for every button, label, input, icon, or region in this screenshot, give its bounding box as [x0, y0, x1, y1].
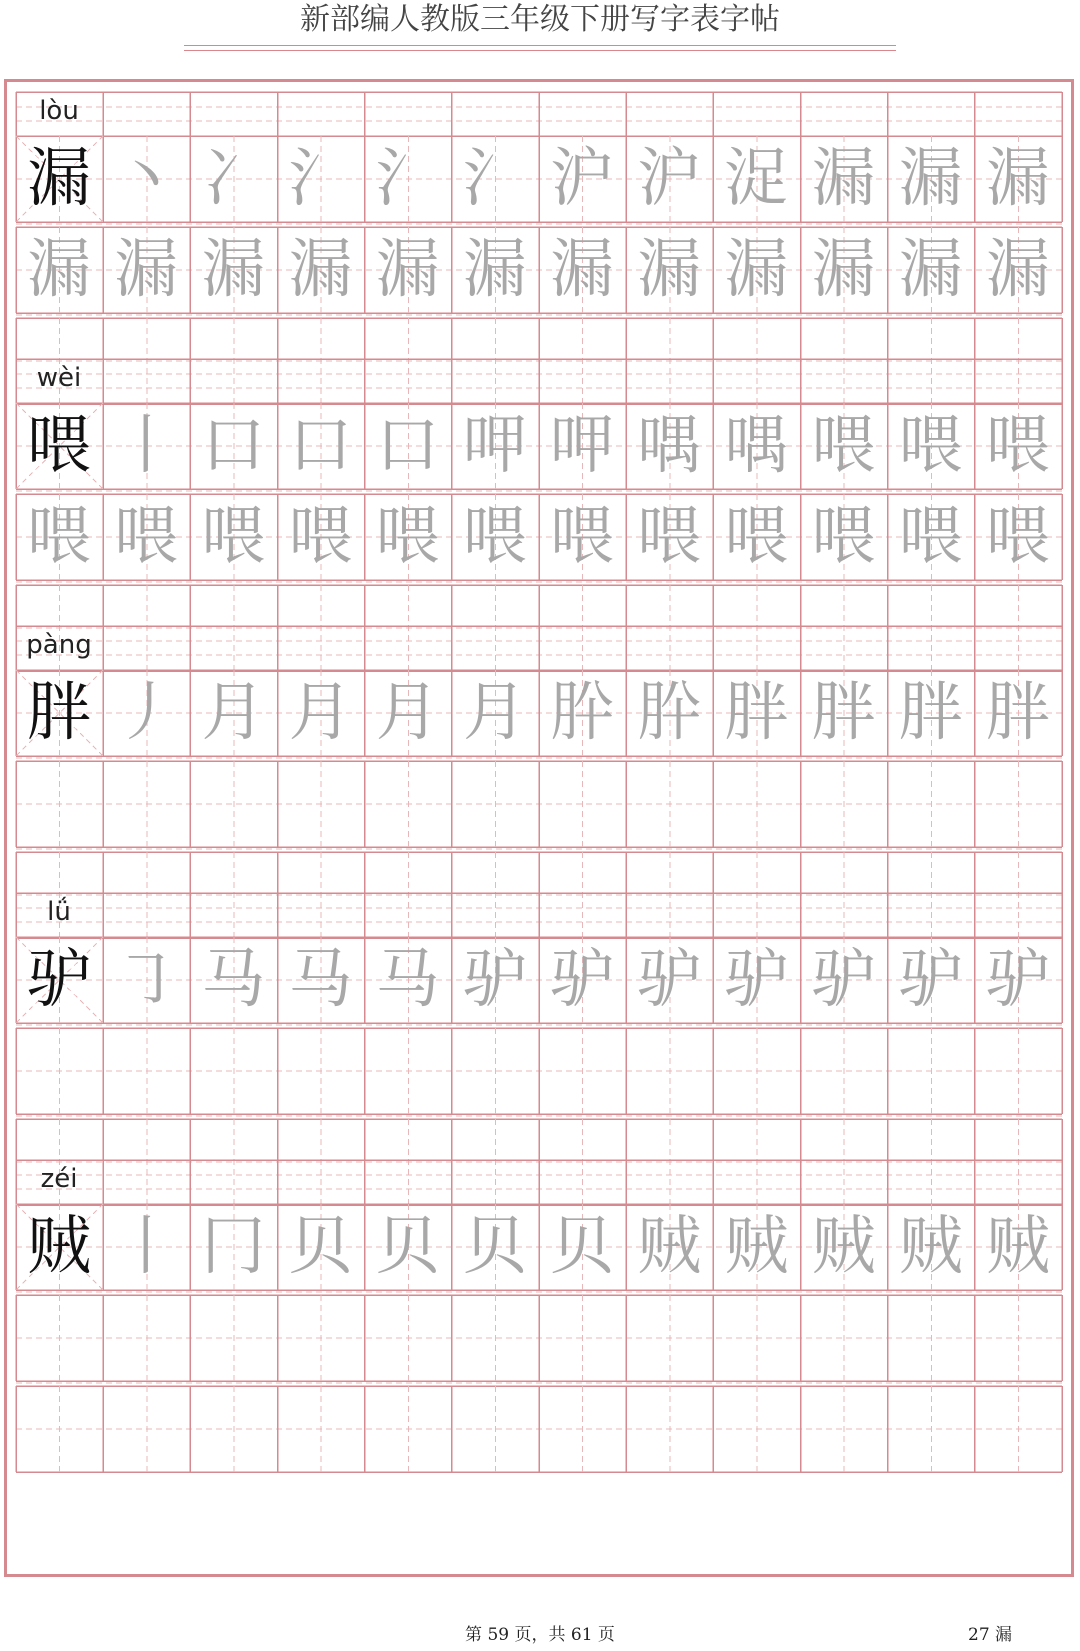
stroke-order-step: 漏 [811, 142, 876, 216]
trace-character: 喂 [985, 500, 1050, 574]
pinyin-label: lǘ [47, 897, 71, 927]
model-character: 漏 [27, 142, 91, 216]
trace-character: 漏 [462, 233, 527, 307]
page-corner-label: 27 漏 [968, 1625, 1013, 1645]
stroke-order-step: 驴 [985, 943, 1050, 1017]
stroke-order-step: 喂 [811, 409, 876, 483]
stroke-order-step: 喁 [637, 409, 702, 483]
stroke-order-step: 沪 [637, 142, 702, 216]
trace-character: 漏 [724, 233, 789, 307]
stroke-order-step: 冂 [201, 1210, 266, 1284]
stroke-order-step: 马 [288, 943, 353, 1017]
stroke-order-step: 口 [375, 409, 440, 483]
trace-character: 喂 [114, 500, 179, 574]
trace-character: 漏 [27, 233, 91, 307]
trace-character: 漏 [985, 233, 1050, 307]
page-number: 第 59 页，共 61 页 [465, 1625, 615, 1645]
trace-character: 喂 [724, 500, 789, 574]
stroke-order-step: 丶 [114, 142, 179, 216]
model-character: 驴 [27, 943, 91, 1017]
stroke-order-step: 驴 [550, 943, 614, 1017]
stroke-order-step: 丨 [114, 409, 179, 483]
stroke-order-step: 丿 [114, 676, 179, 750]
stroke-order-step: 贼 [985, 1210, 1050, 1284]
model-character: 胖 [27, 676, 91, 750]
stroke-order-step: 月 [462, 676, 527, 750]
stroke-order-step: 贝 [462, 1210, 527, 1284]
page-title: 新部编人教版三年级下册写字表字帖 [300, 2, 780, 37]
trace-character: 漏 [288, 233, 353, 307]
model-character: 喂 [27, 409, 91, 483]
stroke-order-step: 驴 [724, 943, 789, 1017]
stroke-order-step: 氵 [288, 142, 353, 216]
trace-character: 漏 [114, 233, 179, 307]
stroke-order-step: 贼 [724, 1210, 789, 1284]
pinyin-label: wèi [36, 363, 82, 393]
stroke-order-step: 驴 [462, 943, 527, 1017]
stroke-order-step: 贼 [637, 1210, 702, 1284]
stroke-order-step: 冫 [201, 142, 266, 216]
trace-character: 喂 [288, 500, 353, 574]
stroke-order-step: 月 [375, 676, 440, 750]
stroke-order-step: 贝 [550, 1210, 614, 1284]
pinyin-label: zéi [40, 1164, 78, 1194]
trace-character: 喂 [811, 500, 876, 574]
trace-character: 喂 [375, 500, 440, 574]
trace-character: 喂 [550, 500, 614, 574]
stroke-order-step: 喁 [724, 409, 789, 483]
stroke-order-step: 驴 [811, 943, 876, 1017]
stroke-order-step: 浞 [724, 142, 789, 216]
trace-character: 漏 [811, 233, 876, 307]
stroke-order-step: 胖 [898, 676, 963, 750]
stroke-order-step: 肸 [637, 676, 702, 750]
stroke-order-step: 月 [288, 676, 353, 750]
trace-character: 喂 [462, 500, 527, 574]
stroke-order-step: 胖 [811, 676, 876, 750]
stroke-order-step: 胖 [985, 676, 1050, 750]
stroke-order-step: 贝 [375, 1210, 440, 1284]
stroke-order-step: 喂 [898, 409, 963, 483]
stroke-order-step: 驴 [637, 943, 702, 1017]
stroke-order-step: 贼 [898, 1210, 963, 1284]
stroke-order-step: 驴 [898, 943, 963, 1017]
stroke-order-step: 口 [201, 409, 266, 483]
stroke-order-step: 丨 [114, 1210, 179, 1284]
stroke-order-step: 贼 [811, 1210, 876, 1284]
trace-character: 漏 [375, 233, 440, 307]
stroke-order-step: 氵 [375, 142, 440, 216]
stroke-order-step: 贝 [288, 1210, 353, 1284]
trace-character: 漏 [550, 233, 614, 307]
stroke-order-step: 漏 [898, 142, 963, 216]
trace-character: 喂 [637, 500, 702, 574]
model-character: 贼 [27, 1210, 91, 1284]
trace-character: 漏 [898, 233, 963, 307]
stroke-order-step: ㇆ [114, 943, 179, 1017]
stroke-order-step: 氵 [462, 142, 527, 216]
stroke-order-step: 肸 [550, 676, 614, 750]
trace-character: 喂 [27, 500, 91, 574]
stroke-order-step: 胖 [724, 676, 789, 750]
stroke-order-step: 呷 [550, 409, 614, 483]
trace-character: 喂 [898, 500, 963, 574]
stroke-order-step: 马 [201, 943, 266, 1017]
stroke-order-step: 喂 [985, 409, 1050, 483]
trace-character: 漏 [637, 233, 702, 307]
stroke-order-step: 马 [375, 943, 440, 1017]
pinyin-label: pàng [26, 630, 92, 660]
stroke-order-step: 沪 [550, 142, 614, 216]
pinyin-label: lòu [39, 96, 79, 126]
stroke-order-step: 口 [288, 409, 353, 483]
trace-character: 漏 [201, 233, 266, 307]
stroke-order-step: 呷 [462, 409, 527, 483]
stroke-order-step: 月 [201, 676, 266, 750]
trace-character: 喂 [201, 500, 266, 574]
stroke-order-step: 漏 [985, 142, 1050, 216]
